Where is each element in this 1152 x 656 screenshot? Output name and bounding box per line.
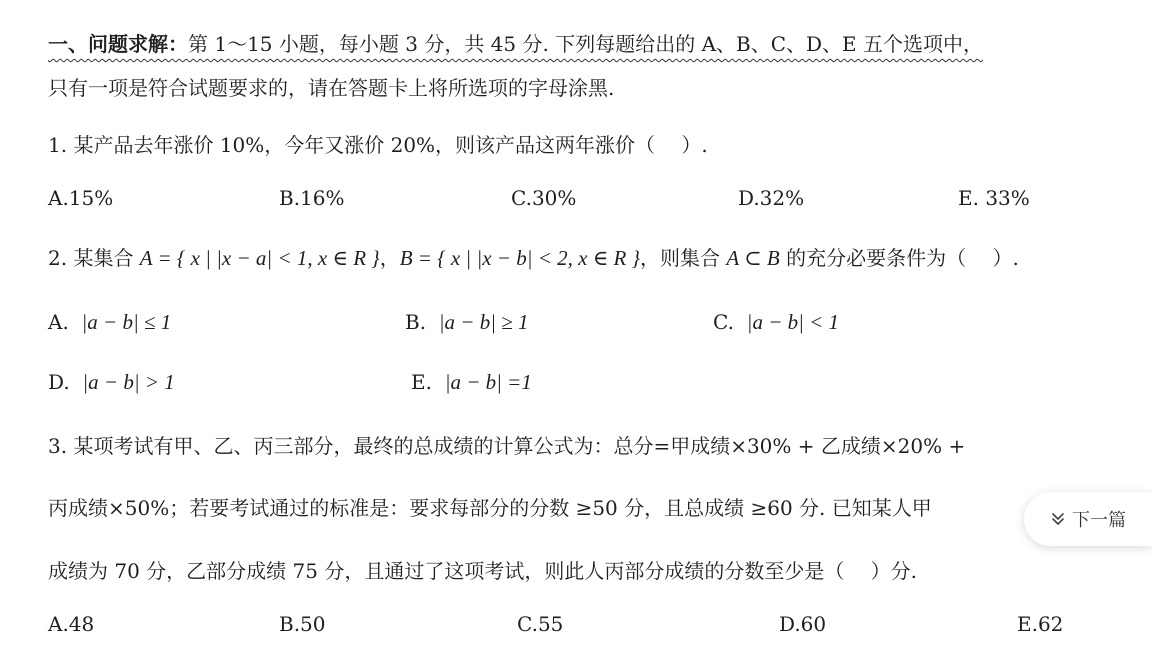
q2-option-b: B. |a − b| ≥ 1 <box>405 310 529 334</box>
q1-option-e: E. 33% <box>958 186 1030 210</box>
section-instruction-line1: 一、问题求解：第 1～15 小题，每小题 3 分，共 45 分. 下列每题给出的 A、B、C、D、E 五个选项中， <box>48 32 983 56</box>
q2-option-d: D. |a − b| > 1 <box>48 370 175 394</box>
question-2-stem: 2. 某集合 A = { x | |x − a| < 1, x ∈ R }，B = { x | |x − b| < 2, x ∈ R }，则集合 A ⊂ B 的充分必要条件为（ ）. <box>48 246 1019 270</box>
question-1-stem: 1. 某产品去年涨价 10%，今年又涨价 20%，则该产品这两年涨价（ ）. <box>48 133 708 157</box>
q3-option-d: D.60 <box>779 612 827 636</box>
section-header <box>48 30 983 58</box>
next-article-button[interactable] <box>1024 492 1152 546</box>
double-chevron-down-icon <box>1050 511 1066 527</box>
q2-option-e: E. |a − b| =1 <box>411 370 532 394</box>
set-b-expression: B = { x | |x − b| < 2, x ∈ R } <box>399 246 641 270</box>
q3-option-a: A.48 <box>48 612 95 636</box>
q1-option-b: B.16% <box>279 186 345 210</box>
q3-option-c: C.55 <box>517 612 564 636</box>
q2-option-a: A. |a − b| ≤ 1 <box>48 310 172 334</box>
q3-option-e: E.62 <box>1017 612 1064 636</box>
q2-option-c: C. |a − b| < 1 <box>713 310 840 334</box>
question-3-line1: 3. 某项考试有甲、乙、丙三部分，最终的总成绩的计算公式为：总分=甲成绩×30% + 乙成绩×20% + <box>48 434 966 458</box>
question-3-line2: 丙成绩×50%；若要考试通过的标准是：要求每部分的分数 ≥50 分，且总成绩 ≥60 分. 已知某人甲 <box>48 496 932 520</box>
subset-expression: A ⊂ B <box>726 246 780 270</box>
next-article-label: 下一篇 <box>1072 510 1126 531</box>
q1-option-a: A.15% <box>48 186 114 210</box>
q3-option-b: B.50 <box>279 612 326 636</box>
section-heading: 一、问题求解： <box>48 32 188 56</box>
q1-option-d: D.32% <box>738 186 805 210</box>
q1-option-c: C.30% <box>511 186 577 210</box>
set-a-expression: A = { x | |x − a| < 1, x ∈ R } <box>139 246 380 270</box>
section-instruction-line2: 只有一项是符合试题要求的，请在答题卡上将所选项的字母涂黑. <box>48 76 615 100</box>
question-3-line3: 成绩为 70 分，乙部分成绩 75 分，且通过了这项考试，则此人丙部分成绩的分数至少是（ ）分. <box>48 559 918 583</box>
